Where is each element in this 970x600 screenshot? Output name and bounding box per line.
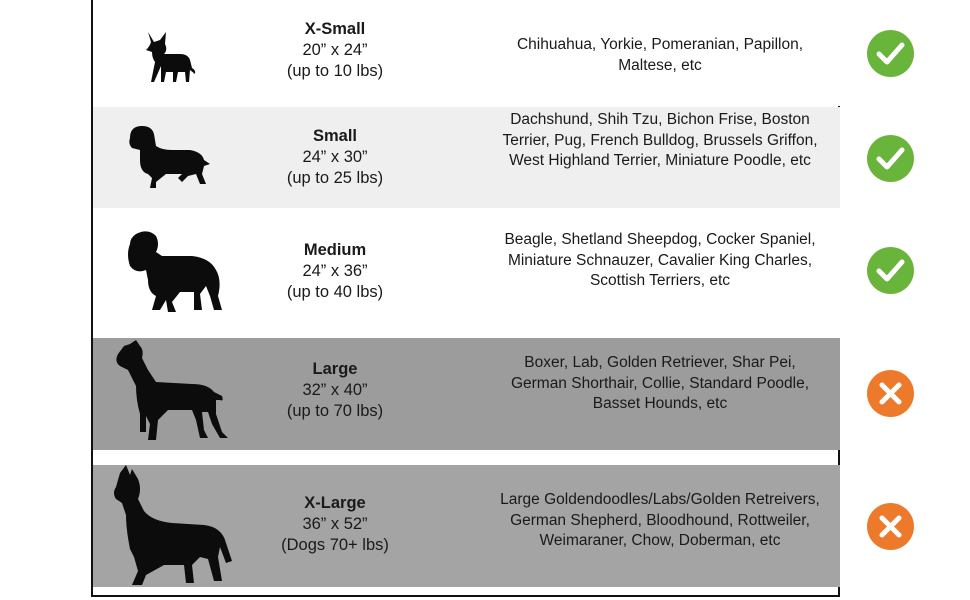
breed-line: Maltese, etc <box>618 56 702 74</box>
size-info <box>260 19 410 82</box>
dachshund-silhouette-icon <box>126 124 210 190</box>
breed-line: West Highland Terrier, Miniature Poodle, etc <box>509 152 811 169</box>
breed-line: Weimaraner, Chow, Doberman, etc <box>539 532 781 549</box>
size-info <box>260 240 410 303</box>
size-name: X-Small <box>304 20 366 38</box>
breed-line: Miniature Schnauzer, Cavalier King Charles, <box>507 251 813 269</box>
breed-line: German Shepherd, Bloodhound, Rottweiler, <box>510 511 810 529</box>
breed-line: Chihuahua, Yorkie, Pomeranian, Papillon, <box>516 36 804 53</box>
size-info <box>260 126 410 189</box>
breed-line: Basset Hounds, etc <box>592 395 728 412</box>
chihuahua-silhouette-icon <box>140 30 198 84</box>
size-weight: (Dogs 70+ lbs) <box>281 536 389 554</box>
size-name: Medium <box>303 241 367 259</box>
size-weight: (up to 70 lbs) <box>286 402 384 420</box>
check-icon <box>867 135 914 182</box>
breed-line: Dachshund, Shih Tzu, Bichon Frise, Boston <box>510 111 810 128</box>
cross-icon <box>867 503 914 550</box>
size-dimensions: 36” x 52” <box>302 515 368 533</box>
check-icon <box>867 247 914 294</box>
size-dimensions: 20” x 24” <box>302 41 368 59</box>
cross-icon <box>867 370 914 417</box>
breed-line: German Shorthair, Collie, Standard Poodle, <box>510 374 810 392</box>
size-weight: (up to 25 lbs) <box>286 169 384 187</box>
breed-list <box>480 110 840 172</box>
german-shepherd-silhouette-icon <box>112 465 234 587</box>
size-name: X-Large <box>304 494 366 512</box>
breed-line: Large Goldendoodles/Labs/Golden Retreivers, <box>500 491 820 508</box>
check-icon <box>867 30 914 77</box>
size-name: Large <box>312 360 358 378</box>
size-weight: (up to 10 lbs) <box>286 62 384 80</box>
size-dimensions: 24” x 30” <box>302 148 368 166</box>
breed-list <box>480 35 840 76</box>
breed-list <box>480 490 840 552</box>
size-info <box>260 493 410 556</box>
breed-line: Boxer, Lab, Golden Retriever, Shar Pei, <box>524 354 796 371</box>
size-name: Small <box>312 127 358 145</box>
size-weight: (up to 40 lbs) <box>286 283 384 301</box>
breed-line: Terrier, Pug, French Bulldog, Brussels Griffon, <box>502 131 818 149</box>
breed-line: Scottish Terriers, etc <box>589 272 731 289</box>
spaniel-silhouette-icon <box>126 230 224 314</box>
breed-list <box>480 353 840 415</box>
size-dimensions: 32” x 40” <box>302 381 368 399</box>
boxer-silhouette-icon <box>112 340 230 444</box>
size-info <box>260 359 410 422</box>
size-dimensions: 24” x 36” <box>302 262 368 280</box>
breed-line: Beagle, Shetland Sheepdog, Cocker Spaniel, <box>504 231 816 248</box>
breed-list <box>480 230 840 292</box>
